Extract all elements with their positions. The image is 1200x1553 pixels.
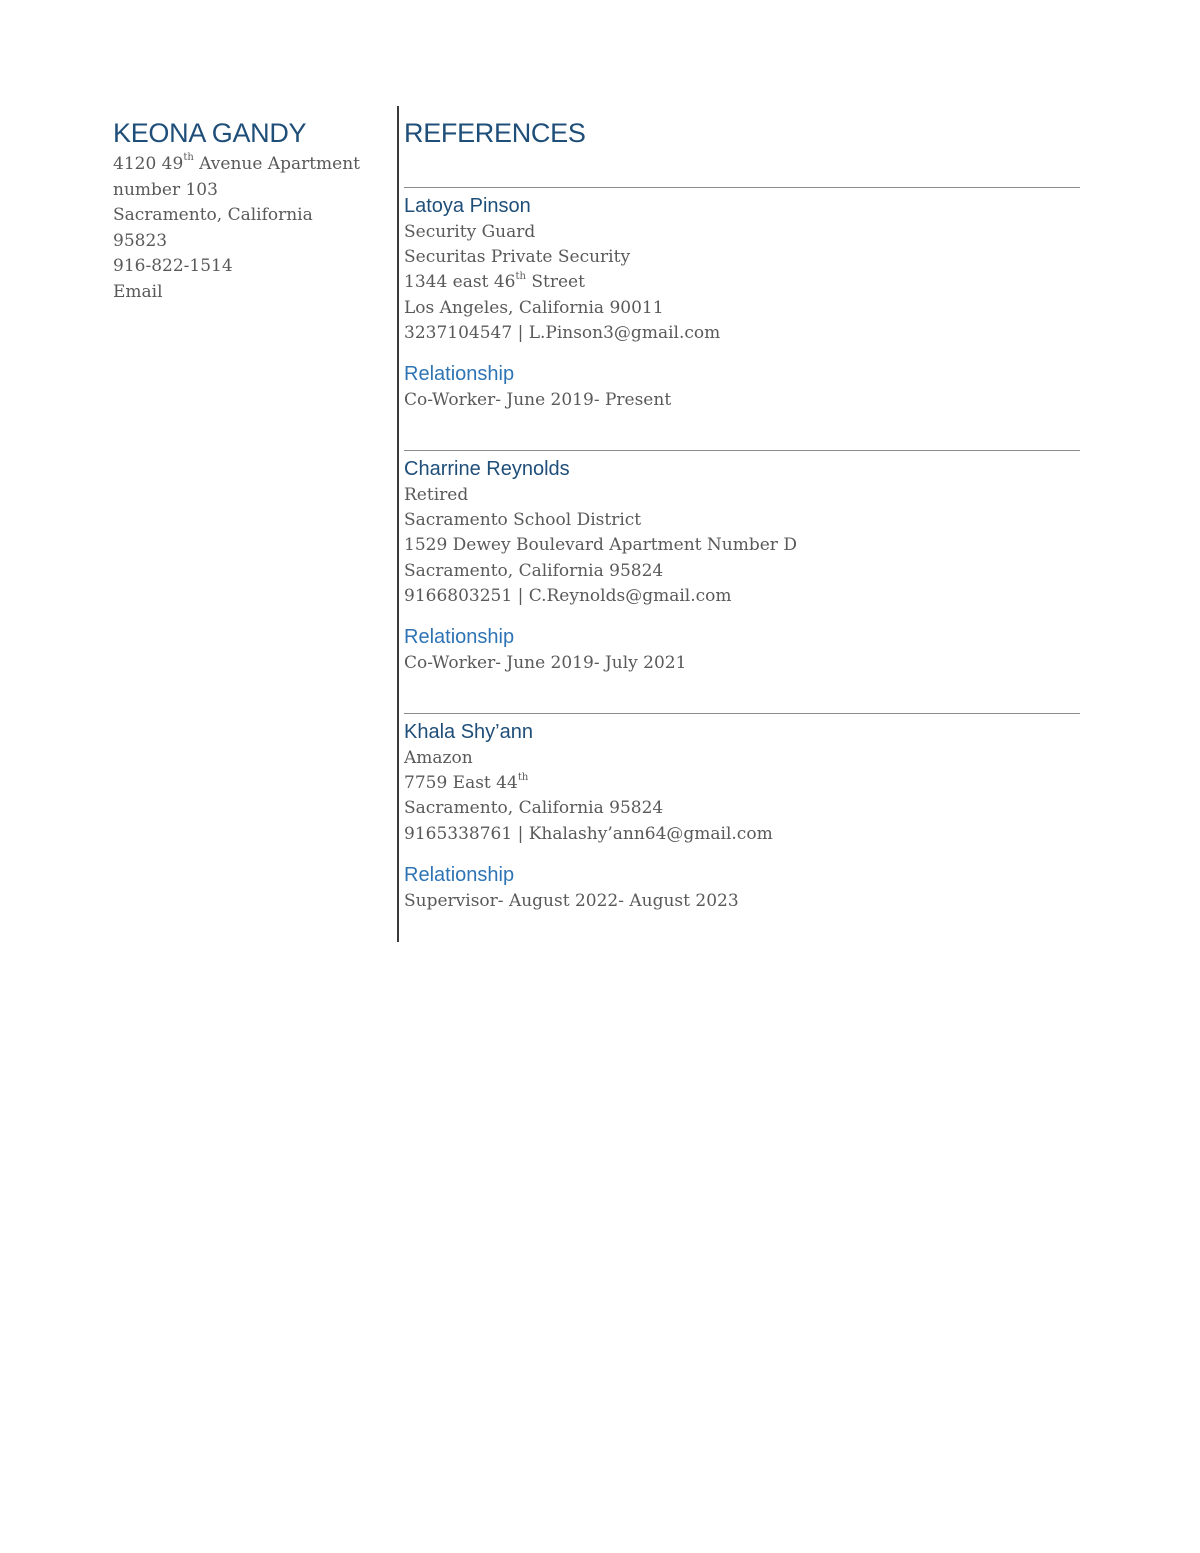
- person-name: KEONA GANDY: [113, 118, 307, 148]
- reference-address: 1529 Dewey Boulevard Apartment Number D: [404, 535, 797, 556]
- reference-name: Khala Shy’ann: [404, 721, 533, 743]
- contact-details: [113, 152, 388, 305]
- relationship-label: Relationship: [404, 863, 515, 886]
- reference-city: Los Angeles, California 90011: [404, 297, 664, 318]
- contact-column: [113, 114, 388, 305]
- divider: [404, 187, 1080, 188]
- reference-entry: [404, 450, 1080, 676]
- references-column: [404, 114, 1080, 911]
- reference-title: Security Guard: [404, 222, 536, 242]
- reference-contact: 9166803251 | C.Reynolds@gmail.com: [404, 585, 732, 606]
- reference-title: Retired: [404, 485, 469, 505]
- relationship-value: Co-Worker- June 2019- July 2021: [404, 653, 687, 674]
- reference-contact: 3237104547 | L.Pinson3@gmail.com: [404, 322, 721, 343]
- zip-code: 95823: [113, 230, 168, 251]
- reference-city: Sacramento, California 95824: [404, 560, 664, 581]
- reference-company: Securitas Private Security: [404, 247, 631, 268]
- reference-company: Sacramento School District: [404, 510, 642, 531]
- city-state: Sacramento, California: [113, 205, 313, 225]
- reference-contact: 9165338761 | Khalashy’ann64@gmail.com: [404, 823, 773, 844]
- reference-name: Charrine Reynolds: [404, 458, 570, 480]
- reference-address: 7759 East 44th: [404, 771, 529, 794]
- reference-city: Sacramento, California 95824: [404, 798, 664, 819]
- divider: [404, 713, 1080, 714]
- reference-entry: [404, 713, 1080, 914]
- reference-entry: [404, 187, 1080, 413]
- reference-name: Latoya Pinson: [404, 195, 531, 217]
- relationship-value: Supervisor- August 2022- August 2023: [404, 890, 739, 911]
- address-line-2: number 103: [113, 179, 218, 200]
- relationship-label: Relationship: [404, 363, 515, 386]
- column-divider: [397, 106, 399, 942]
- section-title: REFERENCES: [404, 118, 586, 148]
- relationship-value: Co-Worker- June 2019- Present: [404, 390, 672, 411]
- address-line-1: 4120 49th Avenue Apartment: [113, 152, 361, 174]
- phone-number: 916-822-1514: [113, 256, 233, 276]
- email: Email: [113, 281, 163, 302]
- divider: [404, 450, 1080, 451]
- reference-address: 1344 east 46th Street: [404, 270, 585, 293]
- reference-company: Amazon: [404, 748, 473, 768]
- relationship-label: Relationship: [404, 626, 515, 649]
